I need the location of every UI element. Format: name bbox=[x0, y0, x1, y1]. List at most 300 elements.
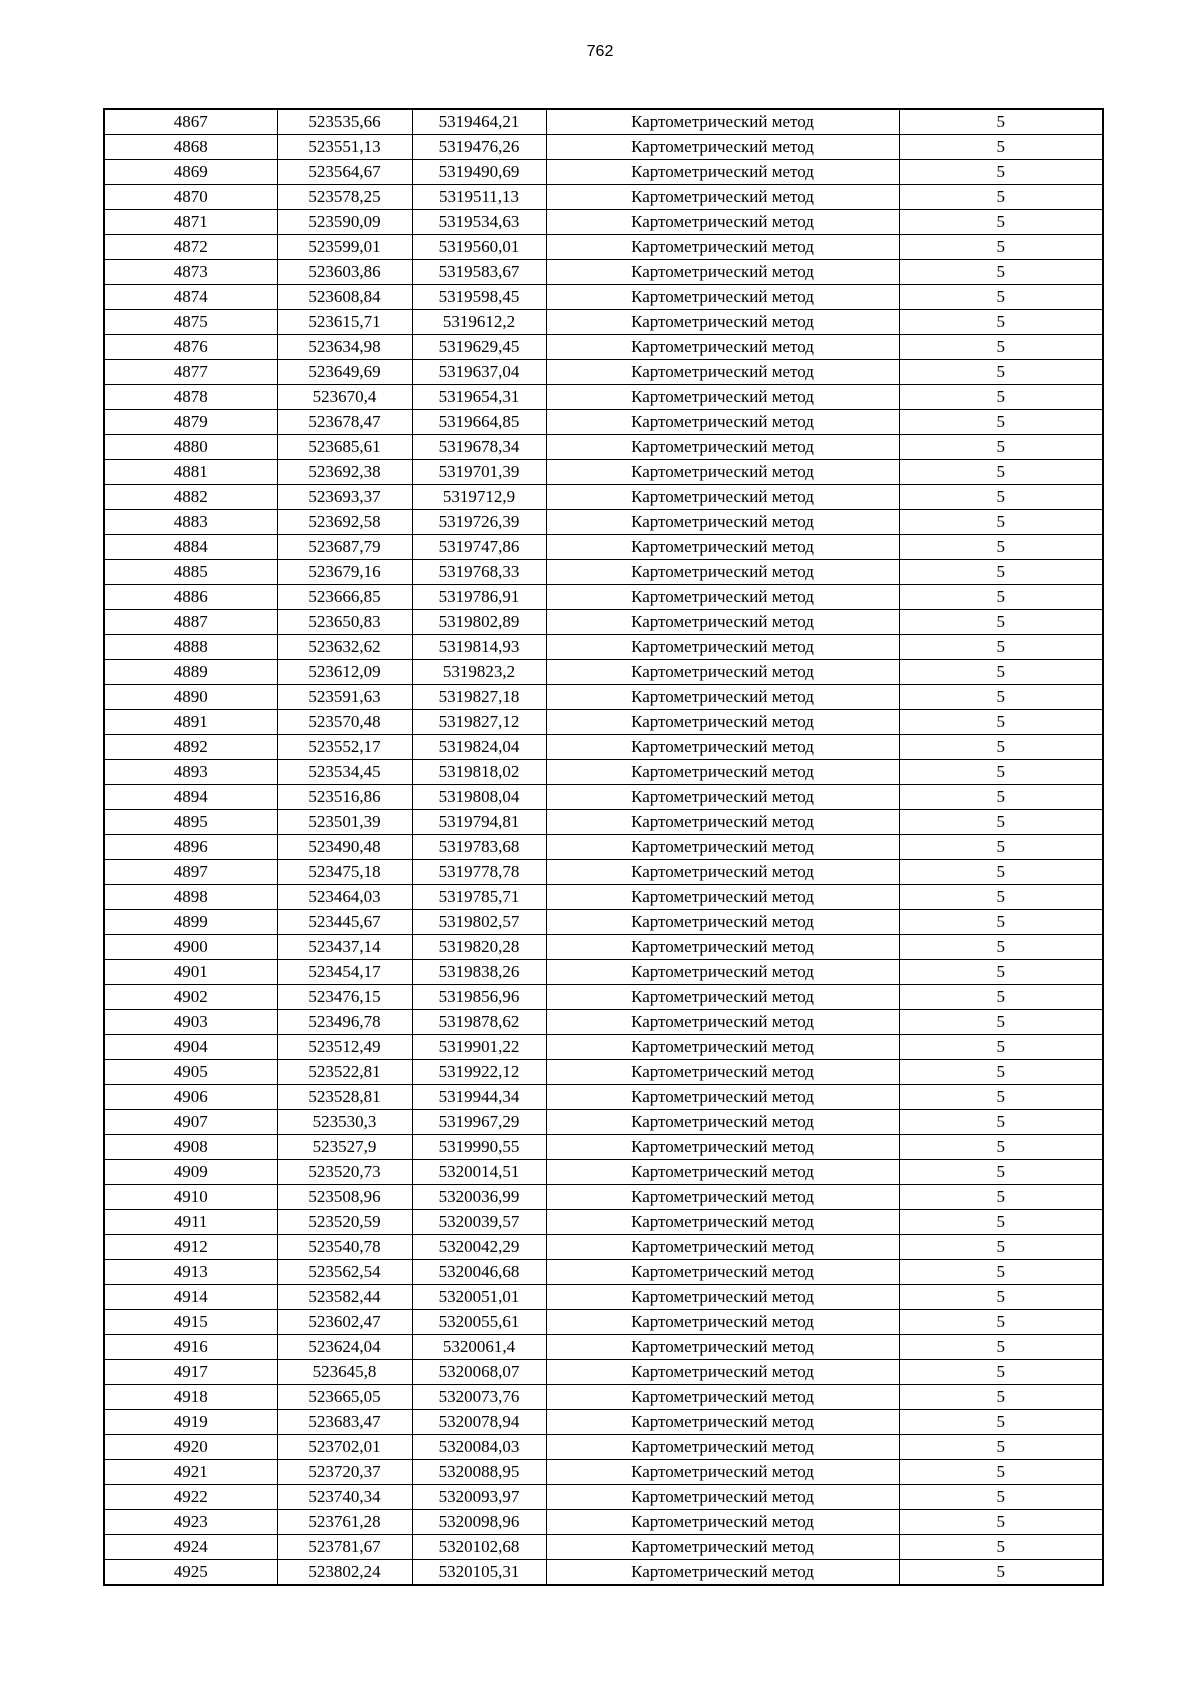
precision-cell: 5 bbox=[899, 985, 1103, 1010]
precision-cell: 5 bbox=[899, 285, 1103, 310]
point-number-cell: 4875 bbox=[104, 310, 277, 335]
point-number-cell: 4879 bbox=[104, 410, 277, 435]
method-cell: Картометрический метод bbox=[546, 1085, 899, 1110]
precision-cell: 5 bbox=[899, 1485, 1103, 1510]
table-row bbox=[104, 485, 1103, 510]
x-coordinate-cell: 523603,86 bbox=[277, 260, 412, 285]
method-cell: Картометрический метод bbox=[546, 1260, 899, 1285]
point-number-cell: 4899 bbox=[104, 910, 277, 935]
x-coordinate-cell: 523802,24 bbox=[277, 1560, 412, 1586]
point-number-cell: 4923 bbox=[104, 1510, 277, 1535]
y-coordinate-cell: 5319827,18 bbox=[412, 685, 546, 710]
precision-cell: 5 bbox=[899, 435, 1103, 460]
point-number-cell: 4886 bbox=[104, 585, 277, 610]
table-row bbox=[104, 1335, 1103, 1360]
x-coordinate-cell: 523693,37 bbox=[277, 485, 412, 510]
method-cell: Картометрический метод bbox=[546, 210, 899, 235]
table-row bbox=[104, 635, 1103, 660]
precision-cell: 5 bbox=[899, 710, 1103, 735]
y-coordinate-cell: 5319990,55 bbox=[412, 1135, 546, 1160]
x-coordinate-cell: 523665,05 bbox=[277, 1385, 412, 1410]
method-cell: Картометрический метод bbox=[546, 1435, 899, 1460]
x-coordinate-cell: 523582,44 bbox=[277, 1285, 412, 1310]
table-row bbox=[104, 960, 1103, 985]
y-coordinate-cell: 5319778,78 bbox=[412, 860, 546, 885]
y-coordinate-cell: 5319818,02 bbox=[412, 760, 546, 785]
point-number-cell: 4881 bbox=[104, 460, 277, 485]
point-number-cell: 4893 bbox=[104, 760, 277, 785]
table-row bbox=[104, 360, 1103, 385]
table-row bbox=[104, 435, 1103, 460]
x-coordinate-cell: 523650,83 bbox=[277, 610, 412, 635]
method-cell: Картометрический метод bbox=[546, 410, 899, 435]
y-coordinate-cell: 5319794,81 bbox=[412, 810, 546, 835]
method-cell: Картометрический метод bbox=[546, 1560, 899, 1586]
y-coordinate-cell: 5319490,69 bbox=[412, 160, 546, 185]
table-row bbox=[104, 910, 1103, 935]
precision-cell: 5 bbox=[899, 485, 1103, 510]
point-number-cell: 4870 bbox=[104, 185, 277, 210]
point-number-cell: 4902 bbox=[104, 985, 277, 1010]
x-coordinate-cell: 523564,67 bbox=[277, 160, 412, 185]
method-cell: Картометрический метод bbox=[546, 1010, 899, 1035]
precision-cell: 5 bbox=[899, 385, 1103, 410]
x-coordinate-cell: 523535,66 bbox=[277, 109, 412, 135]
x-coordinate-cell: 523679,16 bbox=[277, 560, 412, 585]
y-coordinate-cell: 5319814,93 bbox=[412, 635, 546, 660]
table-row bbox=[104, 185, 1103, 210]
method-cell: Картометрический метод bbox=[546, 535, 899, 560]
x-coordinate-cell: 523475,18 bbox=[277, 860, 412, 885]
y-coordinate-cell: 5319583,67 bbox=[412, 260, 546, 285]
precision-cell: 5 bbox=[899, 1035, 1103, 1060]
method-cell: Картометрический метод bbox=[546, 585, 899, 610]
table-row bbox=[104, 785, 1103, 810]
precision-cell: 5 bbox=[899, 860, 1103, 885]
precision-cell: 5 bbox=[899, 210, 1103, 235]
table-row bbox=[104, 1110, 1103, 1135]
x-coordinate-cell: 523702,01 bbox=[277, 1435, 412, 1460]
method-cell: Картометрический метод bbox=[546, 1385, 899, 1410]
method-cell: Картометрический метод bbox=[546, 235, 899, 260]
table-row bbox=[104, 1485, 1103, 1510]
y-coordinate-cell: 5319534,63 bbox=[412, 210, 546, 235]
y-coordinate-cell: 5319827,12 bbox=[412, 710, 546, 735]
table-row bbox=[104, 710, 1103, 735]
precision-cell: 5 bbox=[899, 1060, 1103, 1085]
y-coordinate-cell: 5319783,68 bbox=[412, 835, 546, 860]
method-cell: Картометрический метод bbox=[546, 1035, 899, 1060]
y-coordinate-cell: 5319511,13 bbox=[412, 185, 546, 210]
method-cell: Картометрический метод bbox=[546, 1235, 899, 1260]
precision-cell: 5 bbox=[899, 1335, 1103, 1360]
precision-cell: 5 bbox=[899, 1310, 1103, 1335]
y-coordinate-cell: 5320105,31 bbox=[412, 1560, 546, 1586]
point-number-cell: 4922 bbox=[104, 1485, 277, 1510]
point-number-cell: 4874 bbox=[104, 285, 277, 310]
table-row bbox=[104, 160, 1103, 185]
point-number-cell: 4867 bbox=[104, 109, 277, 135]
point-number-cell: 4900 bbox=[104, 935, 277, 960]
y-coordinate-cell: 5319838,26 bbox=[412, 960, 546, 985]
table-row bbox=[104, 1210, 1103, 1235]
x-coordinate-cell: 523666,85 bbox=[277, 585, 412, 610]
precision-cell: 5 bbox=[899, 335, 1103, 360]
table-row bbox=[104, 1160, 1103, 1185]
y-coordinate-cell: 5320051,01 bbox=[412, 1285, 546, 1310]
table-row bbox=[104, 1535, 1103, 1560]
table-row bbox=[104, 1260, 1103, 1285]
point-number-cell: 4919 bbox=[104, 1410, 277, 1435]
method-cell: Картометрический метод bbox=[546, 310, 899, 335]
method-cell: Картометрический метод bbox=[546, 810, 899, 835]
y-coordinate-cell: 5319967,29 bbox=[412, 1110, 546, 1135]
point-number-cell: 4880 bbox=[104, 435, 277, 460]
precision-cell: 5 bbox=[899, 1110, 1103, 1135]
x-coordinate-cell: 523508,96 bbox=[277, 1185, 412, 1210]
method-cell: Картометрический метод bbox=[546, 109, 899, 135]
table-row bbox=[104, 285, 1103, 310]
table-row bbox=[104, 1560, 1103, 1586]
y-coordinate-cell: 5319701,39 bbox=[412, 460, 546, 485]
x-coordinate-cell: 523501,39 bbox=[277, 810, 412, 835]
method-cell: Картометрический метод bbox=[546, 910, 899, 935]
x-coordinate-cell: 523551,13 bbox=[277, 135, 412, 160]
precision-cell: 5 bbox=[899, 1135, 1103, 1160]
y-coordinate-cell: 5320102,68 bbox=[412, 1535, 546, 1560]
x-coordinate-cell: 523437,14 bbox=[277, 935, 412, 960]
method-cell: Картометрический метод bbox=[546, 1110, 899, 1135]
y-coordinate-cell: 5319476,26 bbox=[412, 135, 546, 160]
method-cell: Картометрический метод bbox=[546, 485, 899, 510]
method-cell: Картометрический метод bbox=[546, 735, 899, 760]
x-coordinate-cell: 523464,03 bbox=[277, 885, 412, 910]
method-cell: Картометрический метод bbox=[546, 710, 899, 735]
x-coordinate-cell: 523624,04 bbox=[277, 1335, 412, 1360]
point-number-cell: 4876 bbox=[104, 335, 277, 360]
y-coordinate-cell: 5319464,21 bbox=[412, 109, 546, 135]
point-number-cell: 4894 bbox=[104, 785, 277, 810]
point-number-cell: 4914 bbox=[104, 1285, 277, 1310]
precision-cell: 5 bbox=[899, 760, 1103, 785]
table-row bbox=[104, 1435, 1103, 1460]
x-coordinate-cell: 523445,67 bbox=[277, 910, 412, 935]
method-cell: Картометрический метод bbox=[546, 1135, 899, 1160]
method-cell: Картометрический метод bbox=[546, 260, 899, 285]
point-number-cell: 4887 bbox=[104, 610, 277, 635]
method-cell: Картометрический метод bbox=[546, 1485, 899, 1510]
precision-cell: 5 bbox=[899, 835, 1103, 860]
x-coordinate-cell: 523476,15 bbox=[277, 985, 412, 1010]
precision-cell: 5 bbox=[899, 1510, 1103, 1535]
table-row bbox=[104, 1235, 1103, 1260]
y-coordinate-cell: 5319637,04 bbox=[412, 360, 546, 385]
precision-cell: 5 bbox=[899, 460, 1103, 485]
y-coordinate-cell: 5320098,96 bbox=[412, 1510, 546, 1535]
x-coordinate-cell: 523670,4 bbox=[277, 385, 412, 410]
precision-cell: 5 bbox=[899, 1235, 1103, 1260]
x-coordinate-cell: 523720,37 bbox=[277, 1460, 412, 1485]
x-coordinate-cell: 523632,62 bbox=[277, 635, 412, 660]
precision-cell: 5 bbox=[899, 1010, 1103, 1035]
point-number-cell: 4916 bbox=[104, 1335, 277, 1360]
method-cell: Картометрический метод bbox=[546, 885, 899, 910]
precision-cell: 5 bbox=[899, 410, 1103, 435]
table-row bbox=[104, 335, 1103, 360]
point-number-cell: 4889 bbox=[104, 660, 277, 685]
y-coordinate-cell: 5320061,4 bbox=[412, 1335, 546, 1360]
y-coordinate-cell: 5320042,29 bbox=[412, 1235, 546, 1260]
coordinates-table-body bbox=[104, 109, 1103, 1585]
precision-cell: 5 bbox=[899, 109, 1103, 135]
y-coordinate-cell: 5319901,22 bbox=[412, 1035, 546, 1060]
table-row bbox=[104, 610, 1103, 635]
method-cell: Картометрический метод bbox=[546, 960, 899, 985]
x-coordinate-cell: 523687,79 bbox=[277, 535, 412, 560]
precision-cell: 5 bbox=[899, 1360, 1103, 1385]
x-coordinate-cell: 523516,86 bbox=[277, 785, 412, 810]
method-cell: Картометрический метод bbox=[546, 1460, 899, 1485]
y-coordinate-cell: 5320055,61 bbox=[412, 1310, 546, 1335]
precision-cell: 5 bbox=[899, 785, 1103, 810]
point-number-cell: 4878 bbox=[104, 385, 277, 410]
method-cell: Картометрический метод bbox=[546, 1060, 899, 1085]
point-number-cell: 4890 bbox=[104, 685, 277, 710]
precision-cell: 5 bbox=[899, 310, 1103, 335]
point-number-cell: 4868 bbox=[104, 135, 277, 160]
table-row bbox=[104, 1010, 1103, 1035]
y-coordinate-cell: 5320093,97 bbox=[412, 1485, 546, 1510]
method-cell: Картометрический метод bbox=[546, 785, 899, 810]
table-row bbox=[104, 1360, 1103, 1385]
y-coordinate-cell: 5319786,91 bbox=[412, 585, 546, 610]
point-number-cell: 4906 bbox=[104, 1085, 277, 1110]
y-coordinate-cell: 5320068,07 bbox=[412, 1360, 546, 1385]
x-coordinate-cell: 523740,34 bbox=[277, 1485, 412, 1510]
y-coordinate-cell: 5319747,86 bbox=[412, 535, 546, 560]
point-number-cell: 4915 bbox=[104, 1310, 277, 1335]
y-coordinate-cell: 5320073,76 bbox=[412, 1385, 546, 1410]
x-coordinate-cell: 523512,49 bbox=[277, 1035, 412, 1060]
precision-cell: 5 bbox=[899, 535, 1103, 560]
y-coordinate-cell: 5319629,45 bbox=[412, 335, 546, 360]
point-number-cell: 4903 bbox=[104, 1010, 277, 1035]
y-coordinate-cell: 5320046,68 bbox=[412, 1260, 546, 1285]
table-row bbox=[104, 1310, 1103, 1335]
table-row bbox=[104, 1085, 1103, 1110]
y-coordinate-cell: 5319785,71 bbox=[412, 885, 546, 910]
precision-cell: 5 bbox=[899, 1560, 1103, 1586]
precision-cell: 5 bbox=[899, 960, 1103, 985]
table-row bbox=[104, 1035, 1103, 1060]
y-coordinate-cell: 5319768,33 bbox=[412, 560, 546, 585]
table-row bbox=[104, 1135, 1103, 1160]
precision-cell: 5 bbox=[899, 260, 1103, 285]
point-number-cell: 4925 bbox=[104, 1560, 277, 1586]
x-coordinate-cell: 523520,59 bbox=[277, 1210, 412, 1235]
point-number-cell: 4920 bbox=[104, 1435, 277, 1460]
table-row bbox=[104, 585, 1103, 610]
point-number-cell: 4913 bbox=[104, 1260, 277, 1285]
y-coordinate-cell: 5319922,12 bbox=[412, 1060, 546, 1085]
y-coordinate-cell: 5320078,94 bbox=[412, 1410, 546, 1435]
y-coordinate-cell: 5319612,2 bbox=[412, 310, 546, 335]
precision-cell: 5 bbox=[899, 1160, 1103, 1185]
table-row bbox=[104, 660, 1103, 685]
precision-cell: 5 bbox=[899, 685, 1103, 710]
point-number-cell: 4884 bbox=[104, 535, 277, 560]
point-number-cell: 4905 bbox=[104, 1060, 277, 1085]
x-coordinate-cell: 523527,9 bbox=[277, 1135, 412, 1160]
precision-cell: 5 bbox=[899, 1435, 1103, 1460]
y-coordinate-cell: 5319944,34 bbox=[412, 1085, 546, 1110]
coordinates-table bbox=[103, 108, 1104, 1586]
point-number-cell: 4918 bbox=[104, 1385, 277, 1410]
x-coordinate-cell: 523615,71 bbox=[277, 310, 412, 335]
table-row bbox=[104, 735, 1103, 760]
x-coordinate-cell: 523570,48 bbox=[277, 710, 412, 735]
point-number-cell: 4917 bbox=[104, 1360, 277, 1385]
precision-cell: 5 bbox=[899, 635, 1103, 660]
table-row bbox=[104, 210, 1103, 235]
point-number-cell: 4907 bbox=[104, 1110, 277, 1135]
method-cell: Картометрический метод bbox=[546, 685, 899, 710]
table-row bbox=[104, 460, 1103, 485]
point-number-cell: 4871 bbox=[104, 210, 277, 235]
precision-cell: 5 bbox=[899, 735, 1103, 760]
method-cell: Картометрический метод bbox=[546, 460, 899, 485]
precision-cell: 5 bbox=[899, 935, 1103, 960]
table-row bbox=[104, 385, 1103, 410]
precision-cell: 5 bbox=[899, 1185, 1103, 1210]
y-coordinate-cell: 5319664,85 bbox=[412, 410, 546, 435]
y-coordinate-cell: 5320084,03 bbox=[412, 1435, 546, 1460]
method-cell: Картометрический метод bbox=[546, 560, 899, 585]
table-row bbox=[104, 810, 1103, 835]
method-cell: Картометрический метод bbox=[546, 435, 899, 460]
precision-cell: 5 bbox=[899, 1460, 1103, 1485]
point-number-cell: 4898 bbox=[104, 885, 277, 910]
precision-cell: 5 bbox=[899, 660, 1103, 685]
method-cell: Картометрический метод bbox=[546, 1410, 899, 1435]
precision-cell: 5 bbox=[899, 910, 1103, 935]
method-cell: Картометрический метод bbox=[546, 635, 899, 660]
x-coordinate-cell: 523692,38 bbox=[277, 460, 412, 485]
table-row bbox=[104, 935, 1103, 960]
precision-cell: 5 bbox=[899, 560, 1103, 585]
method-cell: Картометрический метод bbox=[546, 1185, 899, 1210]
precision-cell: 5 bbox=[899, 1410, 1103, 1435]
point-number-cell: 4891 bbox=[104, 710, 277, 735]
table-row bbox=[104, 1285, 1103, 1310]
y-coordinate-cell: 5320014,51 bbox=[412, 1160, 546, 1185]
x-coordinate-cell: 523530,3 bbox=[277, 1110, 412, 1135]
point-number-cell: 4924 bbox=[104, 1535, 277, 1560]
y-coordinate-cell: 5319654,31 bbox=[412, 385, 546, 410]
table-row bbox=[104, 1460, 1103, 1485]
x-coordinate-cell: 523591,63 bbox=[277, 685, 412, 710]
y-coordinate-cell: 5320036,99 bbox=[412, 1185, 546, 1210]
y-coordinate-cell: 5319820,28 bbox=[412, 935, 546, 960]
method-cell: Картометрический метод bbox=[546, 985, 899, 1010]
method-cell: Картометрический метод bbox=[546, 760, 899, 785]
point-number-cell: 4883 bbox=[104, 510, 277, 535]
point-number-cell: 4910 bbox=[104, 1185, 277, 1210]
x-coordinate-cell: 523528,81 bbox=[277, 1085, 412, 1110]
table-row bbox=[104, 260, 1103, 285]
method-cell: Картометрический метод bbox=[546, 860, 899, 885]
x-coordinate-cell: 523590,09 bbox=[277, 210, 412, 235]
method-cell: Картометрический метод bbox=[546, 660, 899, 685]
y-coordinate-cell: 5320039,57 bbox=[412, 1210, 546, 1235]
x-coordinate-cell: 523562,54 bbox=[277, 1260, 412, 1285]
y-coordinate-cell: 5320088,95 bbox=[412, 1460, 546, 1485]
method-cell: Картометрический метод bbox=[546, 1335, 899, 1360]
point-number-cell: 4904 bbox=[104, 1035, 277, 1060]
x-coordinate-cell: 523490,48 bbox=[277, 835, 412, 860]
precision-cell: 5 bbox=[899, 135, 1103, 160]
point-number-cell: 4921 bbox=[104, 1460, 277, 1485]
method-cell: Картометрический метод bbox=[546, 385, 899, 410]
point-number-cell: 4869 bbox=[104, 160, 277, 185]
precision-cell: 5 bbox=[899, 810, 1103, 835]
table-row bbox=[104, 135, 1103, 160]
method-cell: Картометрический метод bbox=[546, 610, 899, 635]
x-coordinate-cell: 523552,17 bbox=[277, 735, 412, 760]
method-cell: Картометрический метод bbox=[546, 185, 899, 210]
x-coordinate-cell: 523612,09 bbox=[277, 660, 412, 685]
precision-cell: 5 bbox=[899, 1285, 1103, 1310]
point-number-cell: 4895 bbox=[104, 810, 277, 835]
point-number-cell: 4901 bbox=[104, 960, 277, 985]
precision-cell: 5 bbox=[899, 1385, 1103, 1410]
x-coordinate-cell: 523599,01 bbox=[277, 235, 412, 260]
table-row bbox=[104, 1410, 1103, 1435]
method-cell: Картометрический метод bbox=[546, 935, 899, 960]
x-coordinate-cell: 523634,98 bbox=[277, 335, 412, 360]
point-number-cell: 4888 bbox=[104, 635, 277, 660]
x-coordinate-cell: 523683,47 bbox=[277, 1410, 412, 1435]
point-number-cell: 4912 bbox=[104, 1235, 277, 1260]
precision-cell: 5 bbox=[899, 360, 1103, 385]
method-cell: Картометрический метод bbox=[546, 835, 899, 860]
precision-cell: 5 bbox=[899, 160, 1103, 185]
table-row bbox=[104, 510, 1103, 535]
table-row bbox=[104, 1510, 1103, 1535]
point-number-cell: 4911 bbox=[104, 1210, 277, 1235]
x-coordinate-cell: 523578,25 bbox=[277, 185, 412, 210]
method-cell: Картометрический метод bbox=[546, 1285, 899, 1310]
table-row bbox=[104, 535, 1103, 560]
x-coordinate-cell: 523496,78 bbox=[277, 1010, 412, 1035]
table-row bbox=[104, 985, 1103, 1010]
y-coordinate-cell: 5319824,04 bbox=[412, 735, 546, 760]
precision-cell: 5 bbox=[899, 1210, 1103, 1235]
table-row bbox=[104, 235, 1103, 260]
x-coordinate-cell: 523522,81 bbox=[277, 1060, 412, 1085]
point-number-cell: 4896 bbox=[104, 835, 277, 860]
x-coordinate-cell: 523649,69 bbox=[277, 360, 412, 385]
precision-cell: 5 bbox=[899, 1535, 1103, 1560]
table-row bbox=[104, 410, 1103, 435]
y-coordinate-cell: 5319878,62 bbox=[412, 1010, 546, 1035]
method-cell: Картометрический метод bbox=[546, 1535, 899, 1560]
x-coordinate-cell: 523454,17 bbox=[277, 960, 412, 985]
precision-cell: 5 bbox=[899, 185, 1103, 210]
table-row bbox=[104, 560, 1103, 585]
y-coordinate-cell: 5319678,34 bbox=[412, 435, 546, 460]
point-number-cell: 4877 bbox=[104, 360, 277, 385]
